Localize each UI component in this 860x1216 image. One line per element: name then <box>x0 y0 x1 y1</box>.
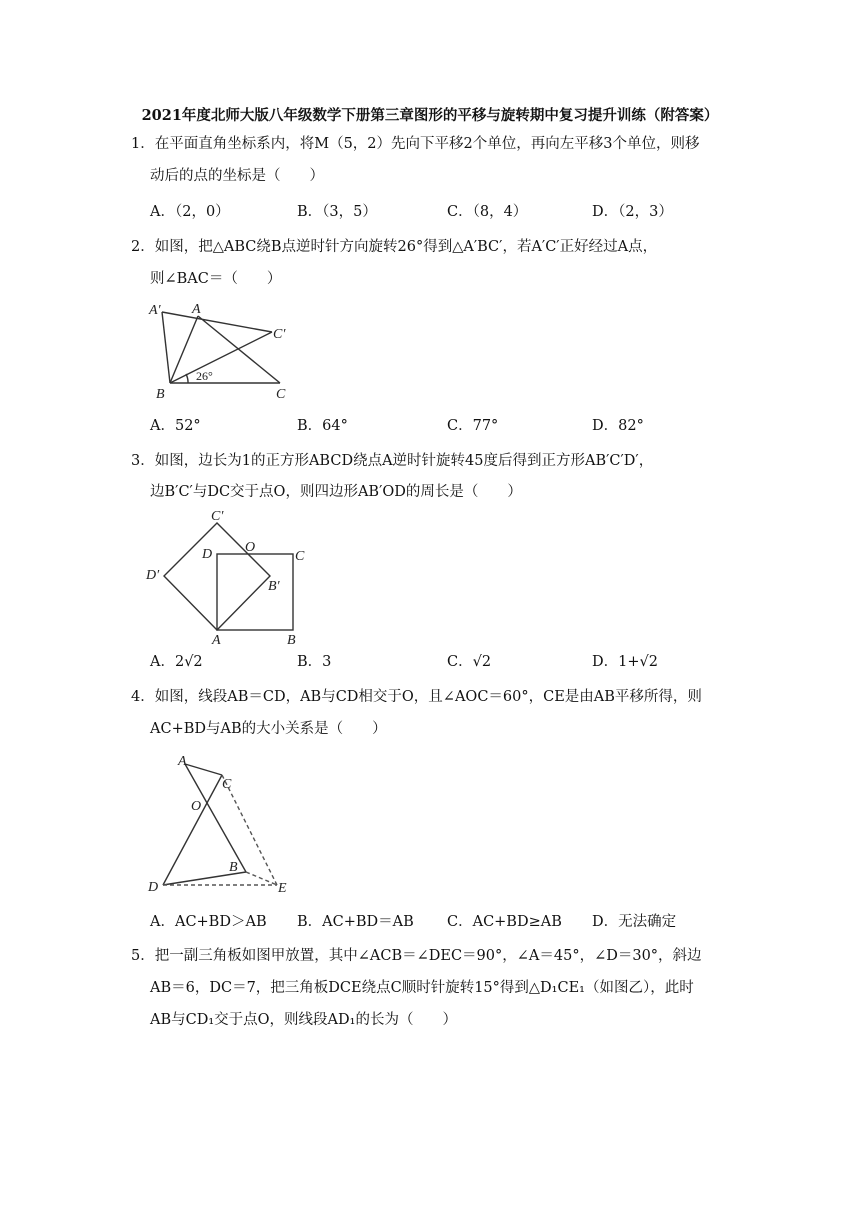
question-4-figure <box>140 752 300 898</box>
label-e: E <box>278 881 287 896</box>
question-3-line-2: 边B′C′与DC交于点O，则四边形AB′OD的周长是（ ） <box>150 484 522 500</box>
question-1-option-c: C．（8，4） <box>447 204 528 220</box>
label-a: A <box>178 754 187 769</box>
question-1-line-1: 1．在平面直角坐标系内，将M（5，2）先向下平移2个单位，再向左平移3个单位，则移 <box>131 136 700 152</box>
question-2-figure <box>140 298 300 406</box>
question-5-line-1: 5．把一副三角板如图甲放置，其中∠ACB＝∠DEC＝90°，∠A＝45°，∠D＝30°，斜边 <box>131 948 702 964</box>
question-1-line-2: 动后的点的坐标是（ ） <box>150 168 324 184</box>
question-4-line-1: 4．如图，线段AB＝CD，AB与CD相交于O，且∠AOC＝60°，CE是由AB平移所得，则 <box>131 689 702 705</box>
label-b: B <box>229 860 238 875</box>
question-5-line-3: AB与CD₁交于点O，则线段AD₁的长为（ ） <box>150 1012 457 1028</box>
question-3-line-1: 3．如图，边长为1的正方形ABCD绕点A逆时针旋转45度后得到正方形AB′C′D′， <box>131 453 654 469</box>
question-1-option-a: A．（2，0） <box>150 204 230 220</box>
question-1-option-b: B．（3，5） <box>297 204 377 220</box>
question-5-line-2: AB＝6，DC＝7，把三角板DCE绕点C顺时针旋转15°得到△D₁CE₁（如图乙），此时 <box>150 980 694 996</box>
question-3-option-a: A．2√2 <box>150 654 203 670</box>
label-d: D <box>148 880 159 895</box>
label-angle-26: 26° <box>196 369 213 383</box>
question-2-option-c: C．77° <box>447 418 499 434</box>
question-1-option-d: D．（2，3） <box>592 204 673 220</box>
question-2-option-b: B．64° <box>297 418 348 434</box>
label-c: C <box>295 549 305 564</box>
label-o: O <box>245 540 256 555</box>
label-d: D <box>202 547 213 562</box>
label-b: B <box>156 387 165 402</box>
label-b: B <box>287 633 296 647</box>
label-a: A <box>212 633 221 647</box>
label-b-prime: B′ <box>268 579 280 594</box>
label-c-prime: C′ <box>273 327 286 342</box>
question-2-line-1: 2．如图，把△ABC绕B点逆时针方向旋转26°得到△A′BC′，若A′C′正好经过A点， <box>131 239 658 255</box>
question-3-figure <box>140 505 315 647</box>
question-3-option-b: B．3 <box>297 654 332 670</box>
question-4-option-d: D．无法确定 <box>592 914 677 930</box>
page-title: 2021年度北师大版八年级数学下册第三章图形的平移与旋转期中复习提升训练（附答案） <box>141 107 719 124</box>
question-4-option-b: B．AC+BD＝AB <box>297 914 414 930</box>
label-a: A <box>192 302 201 317</box>
question-2-option-a: A．52° <box>150 418 201 434</box>
label-d-prime: D′ <box>146 568 160 583</box>
question-4-option-a: A．AC+BD＞AB <box>150 914 267 930</box>
question-2-line-2: 则∠BAC＝（ ） <box>150 271 282 287</box>
question-3-option-c: C．√2 <box>447 654 492 670</box>
question-4-option-c: C．AC+BD≥AB <box>447 914 562 930</box>
question-2-option-d: D．82° <box>592 418 644 434</box>
label-c-prime: C′ <box>211 509 224 524</box>
label-c: C <box>276 387 286 402</box>
label-o: O <box>191 799 202 814</box>
label-c: C <box>222 777 232 792</box>
question-4-line-2: AC+BD与AB的大小关系是（ ） <box>150 721 387 737</box>
question-3-option-d: D．1+√2 <box>592 654 658 670</box>
label-a-prime: A′ <box>149 303 161 318</box>
